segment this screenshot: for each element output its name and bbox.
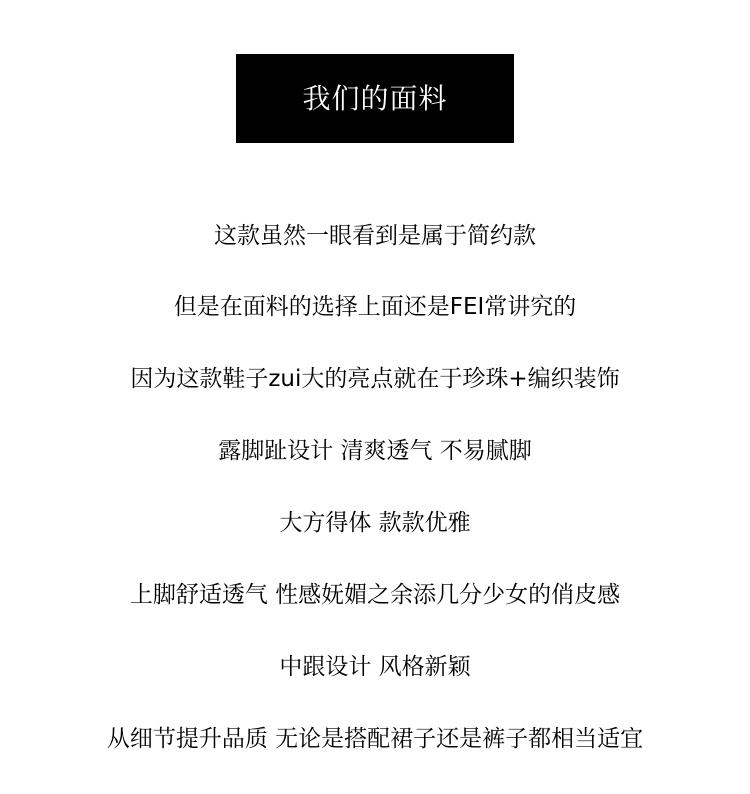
description-line: 上脚舒适透气 性感妩媚之余添几分少女的俏皮感: [129, 582, 621, 608]
page-title: 我们的面料: [302, 81, 448, 115]
description-line: 因为这款鞋子zui大的亮点就在于珍珠+编织装饰: [130, 366, 620, 392]
description-line: 露脚趾设计 清爽透气 不易腻脚: [218, 438, 532, 464]
description-line: 大方得体 款款优雅: [279, 510, 471, 536]
description-line: 这款虽然一眼看到是属于简约款: [214, 223, 536, 249]
description-line: 中跟设计 风格新颖: [279, 654, 471, 680]
description-line: 但是在面料的选择上面还是FEI常讲究的: [173, 294, 577, 320]
description-line: 从细节提升品质 无论是搭配裙子还是裤子都相当适宜: [106, 726, 644, 752]
title-banner: [236, 54, 514, 143]
